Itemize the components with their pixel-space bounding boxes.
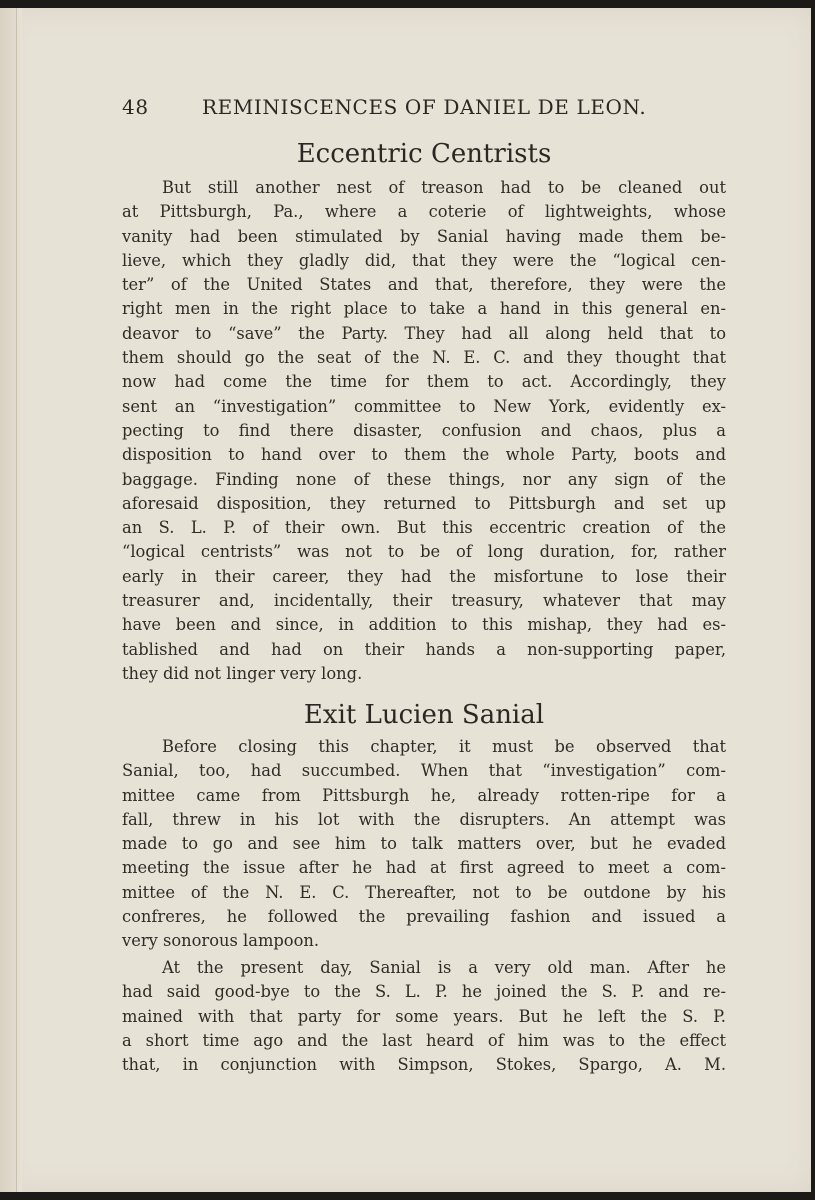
text-line: vanity had been stimulated by Sanial having made them be- (122, 226, 726, 246)
text-line: had said good-bye to the S. L. P. he joined the S. P. and re- (122, 982, 726, 1002)
text-line: very sonorous lampoon. (122, 931, 320, 951)
text-line: at Pittsburgh, Pa., where a coterie of lightweights, whose (122, 202, 726, 222)
text-line: deavor to “save” the Party. They had all along held that to (122, 323, 726, 343)
text-line: aforesaid disposition, they returned to Pittsburgh and set up (122, 493, 726, 513)
text-line: mained with that party for some years. But he left the S. P. (122, 1006, 726, 1026)
gutter-line (16, 8, 17, 1192)
text-line: early in their career, they had the misfortune to lose their (122, 566, 726, 586)
text-line: right men in the right place to take a hand in this general en- (122, 299, 726, 319)
text-line: treasurer and, incidentally, their treasury, whatever that may (122, 591, 726, 611)
text-line: disposition to hand over to them the whole Party, boots and (122, 445, 726, 465)
paragraph (122, 956, 726, 1077)
section-heading-eccentric-centrists: Eccentric Centrists (296, 139, 552, 169)
text-line: At the present day, Sanial is a very old man. After he (162, 958, 726, 977)
paragraph (122, 735, 726, 954)
text-line: meeting the issue after he had at first agreed to meet a com- (122, 858, 726, 878)
page-right-edge (811, 8, 815, 1192)
text-line: them should go the seat of the N. E. C. and they thought that (122, 348, 726, 368)
text-line: have been and since, in addition to this mishap, they had es- (122, 615, 726, 635)
running-title: REMINISCENCES OF DANIEL DE LEON. (202, 95, 647, 119)
text-line: ter” of the United States and that, therefore, they were the (122, 275, 726, 295)
text-line: baggage. Finding none of these things, nor any sign of the (122, 469, 726, 489)
text-line: an S. L. P. of their own. But this eccentric creation of the (122, 518, 726, 538)
page-gutter (0, 8, 22, 1192)
text-line: But still another nest of treason had to be cleaned out (162, 178, 726, 197)
text-line: Before closing this chapter, it must be observed that (162, 737, 726, 756)
text-line: now had come the time for them to act. Accordingly, they (122, 372, 726, 392)
text-line: tablished and had on their hands a non-supporting paper, (122, 639, 726, 659)
text-line: confreres, he followed the prevailing fashion and issued a (122, 907, 726, 927)
text-line: “logical centrists” was not to be of long duration, for, rather (122, 542, 726, 562)
text-line: mittee of the N. E. C. Thereafter, not to be outdone by his (122, 882, 726, 902)
section-heading-exit-lucien-sanial: Exit Lucien Sanial (303, 700, 545, 730)
running-header (122, 95, 726, 125)
text-line: lieve, which they gladly did, that they were the “logical cen- (122, 250, 726, 270)
text-line: a short time ago and the last heard of him was to the effect (122, 1030, 726, 1050)
text-line: pecting to find there disaster, confusion and chaos, plus a (122, 420, 726, 440)
text-line: that, in conjunction with Simpson, Stokes, Spargo, A. M. (122, 1055, 726, 1075)
text-line: fall, threw in his lot with the disrupters. An attempt was (122, 809, 726, 829)
text-line: mittee came from Pittsburgh he, already rotten-ripe for a (122, 785, 726, 805)
page-number: 48 (122, 95, 149, 119)
paragraph (122, 176, 726, 686)
text-line: sent an “investigation” committee to New York, evidently ex- (122, 396, 726, 416)
text-line: made to go and see him to talk matters over, but he evaded (122, 834, 726, 854)
text-line: they did not linger very long. (122, 663, 363, 683)
text-line: Sanial, too, had succumbed. When that “investigation” com- (122, 761, 726, 781)
